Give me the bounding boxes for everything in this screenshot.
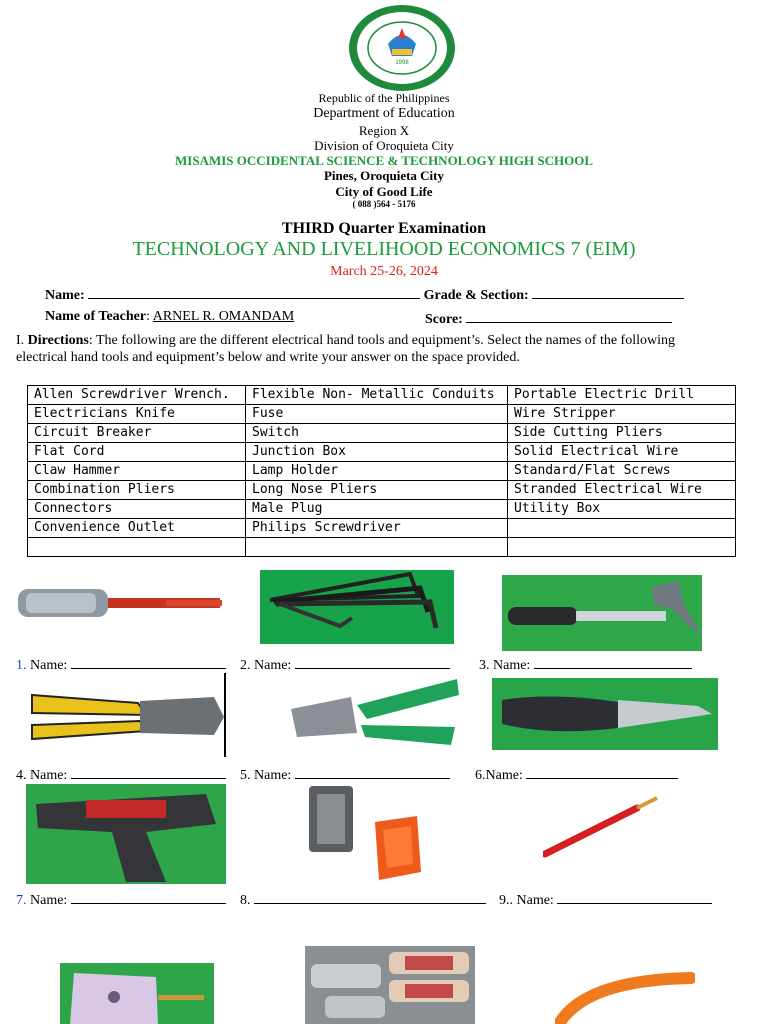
region-line: Region X <box>358 123 410 138</box>
table-row <box>28 481 736 500</box>
answer-5-field[interactable] <box>295 765 450 779</box>
fuses-image <box>305 946 475 1024</box>
question-1: 1. Name: <box>16 655 226 674</box>
school-name: MISAMIS OCCIDENTAL SCIENCE & TECHNOLOGY HIGH SCHOOL <box>175 153 593 168</box>
answer-3-field[interactable] <box>534 655 692 669</box>
table-cell: Male Plug <box>246 500 508 519</box>
flat-screwdriver-image <box>16 575 224 631</box>
exam-date: March 25-26, 2024 <box>330 264 438 279</box>
question-4: 4. Name: <box>16 765 226 784</box>
grade-section-label: Grade & Section: <box>423 288 529 303</box>
table-row <box>28 443 736 462</box>
table-cell: Claw Hammer <box>28 462 246 481</box>
question-5: 5. Name: <box>240 765 450 784</box>
table-cell: Side Cutting Pliers <box>508 424 736 443</box>
wire-stripper-image <box>287 675 461 755</box>
directions-line-1: I. Directions: The following are the different electrical hand tools and equipment’s. Select the names of the following <box>16 333 675 348</box>
table-cell: Junction Box <box>246 443 508 462</box>
table-cell: Convenience Outlet <box>28 519 246 538</box>
table-row <box>28 519 736 538</box>
table-cell: Long Nose Pliers <box>246 481 508 500</box>
score-field[interactable] <box>466 309 672 323</box>
division-line: Division of Oroquieta City <box>314 138 454 153</box>
school-seal <box>348 4 456 92</box>
table-row <box>28 386 736 405</box>
directions-line-2: electrical hand tools and equipment’s below and write your answer on the space provided. <box>16 350 520 365</box>
answer-4-field[interactable] <box>71 765 226 779</box>
table-cell: Solid Electrical Wire <box>508 443 736 462</box>
teacher-row: Name of Teacher: ARNEL R. OMANDAM <box>45 309 295 324</box>
table-cell: Fuse <box>246 405 508 424</box>
flexible-conduit-image <box>555 970 695 1024</box>
exam-subject: TECHNOLOGY AND LIVELIHOOD ECONOMICS 7 (EIM) <box>132 238 636 260</box>
school-address: Pines, Oroquieta City <box>323 168 444 183</box>
question-6: 6.Name: <box>475 765 678 784</box>
grade-section-field[interactable] <box>532 285 684 299</box>
side-cutting-pliers-image <box>28 673 226 757</box>
question-3: 3. Name: <box>479 655 692 674</box>
junction-box-and-utility-box-image <box>305 784 425 884</box>
directions-label: Directions <box>27 333 89 348</box>
name-label: Name: <box>45 288 85 303</box>
exam-title: THIRD Quarter Examination <box>281 220 487 237</box>
answer-2-field[interactable] <box>295 655 450 669</box>
school-motto: City of Good Life <box>335 184 433 199</box>
table-cell: Standard/Flat Screws <box>508 462 736 481</box>
electricians-knife-image <box>492 678 718 750</box>
allen-wrench-image <box>260 570 454 644</box>
solid-electrical-wire-image <box>543 792 661 862</box>
tools-table <box>27 385 736 557</box>
table-row <box>28 538 736 557</box>
table-cell: Allen Screwdriver Wrench. <box>28 386 246 405</box>
question-2: 2. Name: <box>240 655 450 674</box>
male-plug-image <box>60 963 214 1024</box>
table-cell <box>28 538 246 557</box>
question-8: 8. <box>240 890 486 909</box>
table-cell: Stranded Electrical Wire <box>508 481 736 500</box>
department-line: Department of Education <box>313 106 455 121</box>
answer-6-field[interactable] <box>526 765 678 779</box>
table-cell: Combination Pliers <box>28 481 246 500</box>
svg-text:1998: 1998 <box>395 60 409 66</box>
cordless-drill-image <box>26 784 226 884</box>
name-field-row <box>45 285 684 304</box>
table-row <box>28 405 736 424</box>
table-cell: Philips Screwdriver <box>246 519 508 538</box>
question-9: 9.. Name: <box>499 890 712 909</box>
answer-7-field[interactable] <box>71 890 226 904</box>
score-label: Score: <box>425 312 463 327</box>
teacher-label: Name of Teacher <box>45 309 147 324</box>
table-cell: Flat Cord <box>28 443 246 462</box>
table-cell: Flexible Non- Metallic Conduits <box>246 386 508 405</box>
answer-9-field[interactable] <box>557 890 712 904</box>
score-row <box>425 309 672 328</box>
table-cell <box>508 519 736 538</box>
table-row <box>28 424 736 443</box>
question-7: 7. Name: <box>16 890 226 909</box>
teacher-name: ARNEL R. OMANDAM <box>152 309 295 324</box>
table-row <box>28 462 736 481</box>
table-cell <box>508 538 736 557</box>
table-cell: Utility Box <box>508 500 736 519</box>
table-cell: Switch <box>246 424 508 443</box>
answer-1-field[interactable] <box>71 655 226 669</box>
table-cell: Connectors <box>28 500 246 519</box>
table-cell: Portable Electric Drill <box>508 386 736 405</box>
table-cell: Circuit Breaker <box>28 424 246 443</box>
answer-8-field[interactable] <box>254 890 486 904</box>
claw-hammer-image <box>502 575 702 651</box>
table-row <box>28 500 736 519</box>
table-cell: Electricians Knife <box>28 405 246 424</box>
name-field[interactable] <box>88 285 420 299</box>
school-phone: ( 088 )564 - 5176 <box>352 199 416 209</box>
table-cell: Lamp Holder <box>246 462 508 481</box>
table-cell: Wire Stripper <box>508 405 736 424</box>
table-cell <box>246 538 508 557</box>
republic-line: Republic of the Philippines <box>318 91 450 105</box>
